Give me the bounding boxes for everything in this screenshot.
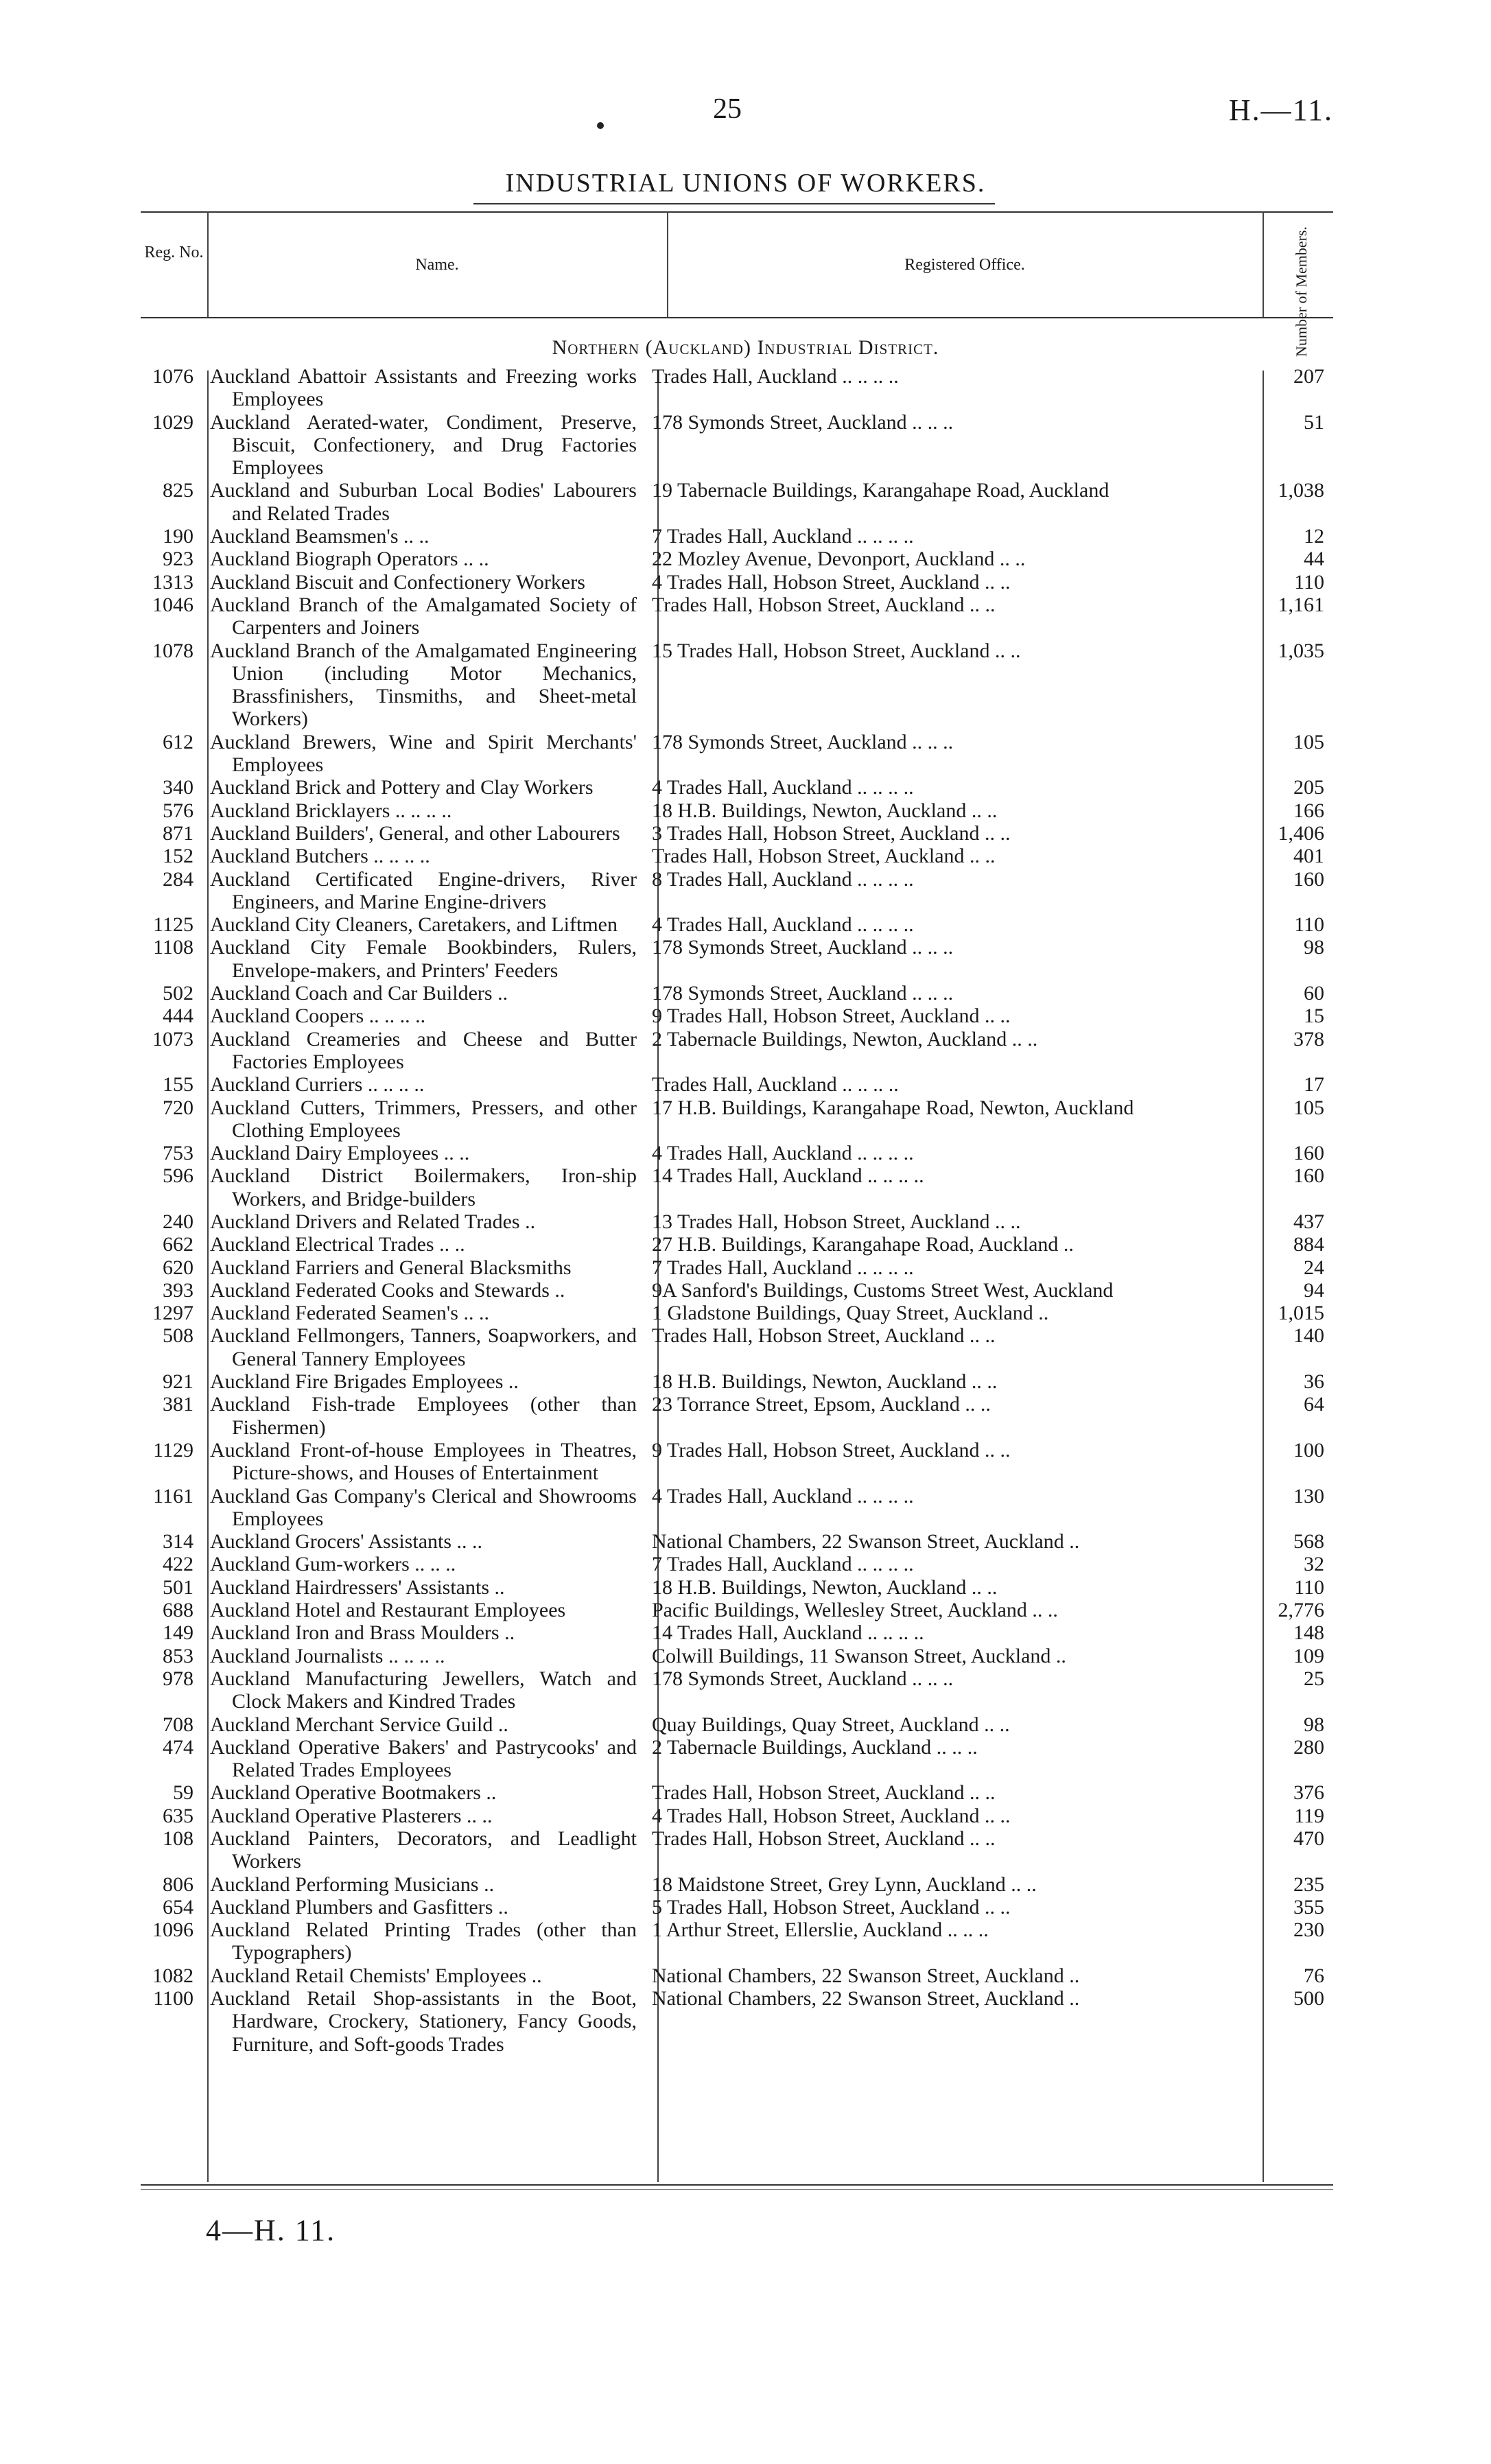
reg-no-cell: 1078	[152, 639, 193, 662]
table-row	[130, 1370, 1338, 1393]
table-row	[130, 799, 1338, 822]
name-cell: Auckland Beamsmen's .. ..	[210, 525, 430, 548]
name-cell: Auckland Curriers .. .. .. ..	[210, 1073, 425, 1096]
name-cell: Auckland Fire Brigades Employees ..	[210, 1370, 519, 1394]
name-cell: Auckland Biscuit and Confectionery Workers	[210, 570, 585, 594]
name-cell: Auckland Builders', General, and other Labourers	[210, 821, 620, 845]
reg-no-cell: 596	[163, 1164, 193, 1188]
reg-no-cell: 393	[163, 1278, 193, 1302]
reg-no-cell: 149	[163, 1621, 193, 1645]
members-cell: 105	[1293, 730, 1324, 753]
office-cell: 7 Trades Hall, Auckland .. .. .. ..	[652, 1553, 914, 1576]
name-cell: Auckland Front-of-house Employees in Theatres, Picture-shows, and Houses of Entertainment	[210, 1438, 637, 1485]
members-cell: 355	[1293, 1895, 1324, 1919]
members-cell: 110	[1294, 913, 1324, 937]
column-header-office: Registered Office.	[904, 256, 1025, 274]
members-cell: 166	[1293, 799, 1324, 822]
reg-no-cell: 688	[163, 1599, 193, 1622]
table-row	[130, 1028, 1338, 1074]
reg-no-cell: 612	[163, 730, 193, 753]
members-cell: 2,776	[1278, 1599, 1324, 1622]
office-cell: 18 H.B. Buildings, Newton, Auckland .. ..	[652, 1370, 998, 1394]
members-cell: 568	[1293, 1530, 1324, 1553]
table-row	[130, 1164, 1338, 1210]
office-cell: 4 Trades Hall, Auckland .. .. .. ..	[652, 913, 914, 937]
members-cell: 24	[1304, 1256, 1324, 1279]
table-row	[130, 1210, 1338, 1233]
office-cell: Quay Buildings, Quay Street, Auckland .. ..	[652, 1713, 1010, 1736]
office-cell: 2 Tabernacle Buildings, Newton, Auckland .. ..	[652, 1027, 1038, 1051]
office-cell: 4 Trades Hall, Auckland .. .. .. ..	[652, 776, 914, 799]
table-row	[130, 1599, 1338, 1621]
name-cell: Auckland Plumbers and Gasfitters ..	[210, 1895, 508, 1919]
table-row	[130, 365, 1338, 411]
table-row	[130, 525, 1338, 548]
reg-no-cell: 708	[163, 1713, 193, 1736]
district-heading: Northern (Auckland) Industrial District.	[552, 336, 939, 359]
reg-no-cell: 1076	[152, 365, 193, 388]
members-cell: 280	[1293, 1735, 1324, 1759]
office-cell: 4 Trades Hall, Hobson Street, Auckland .. ..	[652, 1804, 1011, 1827]
name-cell: Auckland Related Printing Trades (other than Typographers)	[210, 1919, 637, 1964]
members-cell: 130	[1293, 1484, 1324, 1507]
reg-no-cell: 1108	[153, 936, 193, 959]
name-cell: Auckland Painters, Decorators, and Leadlight Workers	[210, 1827, 637, 1873]
office-cell: 1 Gladstone Buildings, Quay Street, Auckland ..	[652, 1302, 1049, 1325]
table-row	[130, 1302, 1338, 1324]
table-row	[130, 548, 1338, 570]
name-cell: Auckland Farriers and General Blacksmiths	[210, 1256, 572, 1279]
page-footer: 4—H. 11.	[206, 2214, 336, 2247]
name-cell: Auckland Manufacturing Jewellers, Watch and Clock Makers and Kindred Trades	[210, 1667, 637, 1713]
reg-no-cell: 284	[163, 867, 193, 891]
bullet-mark	[597, 122, 604, 129]
office-cell: 8 Trades Hall, Auckland .. .. .. ..	[652, 867, 914, 891]
members-cell: 25	[1304, 1667, 1324, 1690]
members-cell: 148	[1293, 1621, 1324, 1645]
members-cell: 98	[1304, 1713, 1324, 1736]
office-cell: 4 Trades Hall, Auckland .. .. .. ..	[652, 1142, 914, 1165]
name-cell: Auckland Coach and Car Builders ..	[210, 982, 508, 1005]
reg-no-cell: 1297	[152, 1302, 193, 1325]
table-row	[130, 571, 1338, 594]
name-cell: Auckland City Female Bookbinders, Rulers, Envelope-makers, and Printers' Feeders	[210, 936, 637, 982]
table-row	[130, 1987, 1338, 2056]
table-row	[130, 1005, 1338, 1027]
table-row	[130, 1279, 1338, 1302]
office-cell: 14 Trades Hall, Auckland .. .. .. ..	[652, 1621, 924, 1645]
unions-table	[130, 365, 1338, 2056]
reg-no-cell: 753	[163, 1142, 193, 1165]
office-cell: 4 Trades Hall, Hobson Street, Auckland .. ..	[652, 570, 1011, 594]
reg-no-cell: 1125	[153, 913, 193, 937]
members-cell: 94	[1304, 1278, 1324, 1302]
name-cell: Auckland Branch of the Amalgamated Society of Carpenters and Joiners	[210, 593, 637, 640]
reg-no-cell: 240	[163, 1210, 193, 1233]
office-cell: Pacific Buildings, Wellesley Street, Auckland .. ..	[652, 1599, 1058, 1622]
name-cell: Auckland and Suburban Local Bodies' Labourers and Related Trades	[210, 479, 637, 525]
name-cell: Auckland Fellmongers, Tanners, Soapworkers, and General Tannery Employees	[210, 1324, 637, 1370]
table-row	[130, 1736, 1338, 1782]
members-cell: 109	[1293, 1644, 1324, 1667]
reg-no-cell: 921	[163, 1370, 193, 1394]
reg-no-cell: 654	[163, 1895, 193, 1919]
members-cell: 100	[1293, 1438, 1324, 1462]
members-cell: 437	[1293, 1210, 1324, 1233]
table-row	[130, 1576, 1338, 1599]
table-row	[130, 1324, 1338, 1370]
members-cell: 110	[1294, 570, 1324, 594]
office-cell: National Chambers, 22 Swanson Street, Auckland ..	[652, 1987, 1080, 2010]
office-cell: Trades Hall, Auckland .. .. .. ..	[652, 365, 899, 388]
table-row	[130, 868, 1338, 914]
name-cell: Auckland Performing Musicians ..	[210, 1873, 495, 1896]
office-cell: 15 Trades Hall, Hobson Street, Auckland .. ..	[652, 639, 1021, 662]
members-cell: 64	[1304, 1393, 1324, 1416]
name-cell: Auckland Gas Company's Clerical and Showrooms Employees	[210, 1484, 637, 1530]
reg-no-cell: 806	[163, 1873, 193, 1896]
office-cell: 9 Trades Hall, Hobson Street, Auckland .. ..	[652, 1005, 1011, 1028]
members-cell: 44	[1304, 548, 1324, 571]
members-cell: 140	[1293, 1324, 1324, 1348]
header-divider	[1263, 211, 1264, 317]
name-cell: Auckland City Cleaners, Caretakers, and Liftmen	[210, 913, 618, 937]
reg-no-cell: 155	[163, 1073, 193, 1096]
office-cell: National Chambers, 22 Swanson Street, Auckland ..	[652, 1964, 1080, 1987]
reg-no-cell: 444	[163, 1005, 193, 1028]
office-cell: National Chambers, 22 Swanson Street, Auckland ..	[652, 1530, 1080, 1553]
name-cell: Auckland Coopers .. .. .. ..	[210, 1005, 426, 1028]
name-cell: Auckland Federated Cooks and Stewards ..	[210, 1278, 565, 1302]
table-row	[130, 776, 1338, 799]
reg-no-cell: 923	[163, 548, 193, 571]
office-cell: Trades Hall, Auckland .. .. .. ..	[652, 1073, 899, 1096]
office-cell: Colwill Buildings, 11 Swanson Street, Auckland ..	[652, 1644, 1066, 1667]
reg-no-cell: 381	[163, 1393, 193, 1416]
reg-no-cell: 978	[163, 1667, 193, 1690]
office-cell: 18 H.B. Buildings, Newton, Auckland .. ..	[652, 1575, 998, 1599]
members-cell: 207	[1293, 365, 1324, 388]
reg-no-cell: 1161	[153, 1484, 193, 1507]
table-row	[130, 913, 1338, 936]
members-cell: 160	[1293, 1164, 1324, 1188]
name-cell: Auckland Operative Bakers' and Pastrycooks' and Related Trades Employees	[210, 1735, 637, 1782]
name-cell: Auckland Abattoir Assistants and Freezing works Employees	[210, 365, 637, 411]
table-row	[130, 982, 1338, 1005]
office-cell: 178 Symonds Street, Auckland .. .. ..	[652, 1667, 954, 1690]
office-cell: 9A Sanford's Buildings, Customs Street West, Auckland	[652, 1278, 1114, 1302]
name-cell: Auckland Retail Chemists' Employees ..	[210, 1964, 542, 1987]
name-cell: Auckland Butchers .. .. .. ..	[210, 845, 430, 868]
reg-no-cell: 620	[163, 1256, 193, 1279]
reg-no-cell: 662	[163, 1233, 193, 1256]
table-row	[130, 1142, 1338, 1164]
table-row	[130, 1919, 1338, 1964]
title-rule	[473, 203, 995, 204]
name-cell: Auckland Brick and Pottery and Clay Workers	[210, 776, 594, 799]
table-row	[130, 640, 1338, 731]
reg-no-cell: 1096	[152, 1919, 193, 1942]
members-cell: 1,015	[1278, 1302, 1324, 1325]
name-cell: Auckland Grocers' Assistants .. ..	[210, 1530, 483, 1553]
name-cell: Auckland Certificated Engine-drivers, River Engineers, and Marine Engine-drivers	[210, 867, 637, 913]
members-cell: 98	[1304, 936, 1324, 959]
reg-no-cell: 508	[163, 1324, 193, 1348]
name-cell: Auckland District Boilermakers, Iron-ship Workers, and Bridge-builders	[210, 1164, 637, 1210]
name-cell: Auckland Hotel and Restaurant Employees	[210, 1599, 566, 1622]
table-row	[130, 731, 1338, 777]
reg-no-cell: 190	[163, 525, 193, 548]
reg-no-cell: 59	[173, 1781, 193, 1805]
table-row	[130, 1530, 1338, 1553]
members-cell: 1,406	[1278, 821, 1324, 845]
office-cell: 7 Trades Hall, Auckland .. .. .. ..	[652, 1256, 914, 1279]
reg-no-cell: 314	[163, 1530, 193, 1553]
office-cell: Trades Hall, Hobson Street, Auckland .. ..	[652, 845, 996, 868]
name-cell: Auckland Brewers, Wine and Spirit Merchants' Employees	[210, 730, 637, 777]
reg-no-cell: 340	[163, 776, 193, 799]
table-row	[130, 822, 1338, 845]
office-cell: 178 Symonds Street, Auckland .. .. ..	[652, 936, 954, 959]
members-cell: 500	[1293, 1987, 1324, 2010]
table-row	[130, 1621, 1338, 1644]
office-cell: 9 Trades Hall, Hobson Street, Auckland .. ..	[652, 1438, 1011, 1462]
office-cell: 5 Trades Hall, Hobson Street, Auckland .. ..	[652, 1895, 1011, 1919]
members-cell: 119	[1294, 1804, 1324, 1827]
name-cell: Auckland Creameries and Cheese and Butter Factories Employees	[210, 1027, 637, 1073]
table-row	[130, 1645, 1338, 1667]
members-cell: 470	[1293, 1827, 1324, 1850]
table-row	[130, 1964, 1338, 1987]
reg-no-cell: 422	[163, 1553, 193, 1576]
reg-no-cell: 1029	[152, 410, 193, 434]
reg-no-cell: 853	[163, 1644, 193, 1667]
office-cell: 18 Maidstone Street, Grey Lynn, Auckland .. ..	[652, 1873, 1037, 1896]
office-cell: 2 Tabernacle Buildings, Auckland .. .. ..	[652, 1735, 978, 1759]
table-row	[130, 1439, 1338, 1485]
name-cell: Auckland Merchant Service Guild ..	[210, 1713, 508, 1736]
table-row	[130, 1805, 1338, 1827]
members-cell: 51	[1304, 410, 1324, 434]
column-header-reg-no: Reg. No.	[144, 244, 204, 261]
reg-no-cell: 1313	[152, 570, 193, 594]
office-cell: 18 H.B. Buildings, Newton, Auckland .. ..	[652, 799, 998, 822]
members-cell: 235	[1293, 1873, 1324, 1896]
table-row	[130, 479, 1338, 525]
name-cell: Auckland Federated Seamen's .. ..	[210, 1302, 489, 1325]
office-cell: Trades Hall, Hobson Street, Auckland .. ..	[652, 1781, 996, 1805]
reg-no-cell: 1073	[152, 1027, 193, 1051]
members-cell: 105	[1293, 1096, 1324, 1119]
table-row	[130, 1713, 1338, 1736]
page-number: 25	[713, 93, 742, 125]
table-row	[130, 1485, 1338, 1531]
reg-no-cell: 635	[163, 1804, 193, 1827]
name-cell: Auckland Drivers and Related Trades ..	[210, 1210, 536, 1233]
name-cell: Auckland Hairdressers' Assistants ..	[210, 1575, 505, 1599]
reg-no-cell: 152	[163, 845, 193, 868]
reg-no-cell: 720	[163, 1096, 193, 1119]
table-row	[130, 1256, 1338, 1279]
members-cell: 376	[1293, 1781, 1324, 1805]
reg-no-cell: 1100	[153, 1987, 193, 2010]
reg-no-cell: 1046	[152, 593, 193, 616]
members-cell: 1,038	[1278, 479, 1324, 502]
members-cell: 76	[1304, 1964, 1324, 1987]
office-cell: 14 Trades Hall, Auckland .. .. .. ..	[652, 1164, 924, 1188]
reg-no-cell: 825	[163, 479, 193, 502]
members-cell: 60	[1304, 982, 1324, 1005]
table-row	[130, 1781, 1338, 1804]
office-cell: Trades Hall, Hobson Street, Auckland .. ..	[652, 1324, 996, 1348]
members-cell: 1,035	[1278, 639, 1324, 662]
table-row	[130, 1096, 1338, 1142]
document-reference: H.—11.	[1228, 93, 1333, 127]
members-cell: 17	[1304, 1073, 1324, 1096]
reg-no-cell: 1082	[152, 1964, 193, 1987]
office-cell: 178 Symonds Street, Auckland .. .. ..	[652, 982, 954, 1005]
office-cell: 4 Trades Hall, Auckland .. .. .. ..	[652, 1484, 914, 1507]
office-cell: Trades Hall, Hobson Street, Auckland .. ..	[652, 1827, 996, 1850]
table-row	[130, 594, 1338, 640]
office-cell: 22 Mozley Avenue, Devonport, Auckland .. ..	[652, 548, 1026, 571]
name-cell: Auckland Biograph Operators .. ..	[210, 548, 489, 571]
reg-no-cell: 501	[163, 1575, 193, 1599]
office-cell: 178 Symonds Street, Auckland .. .. ..	[652, 730, 954, 753]
table-row	[130, 1873, 1338, 1896]
office-cell: 19 Tabernacle Buildings, Karangahape Road, Auckland	[652, 479, 1110, 502]
members-cell: 401	[1293, 845, 1324, 868]
reg-no-cell: 502	[163, 982, 193, 1005]
reg-no-cell: 108	[163, 1827, 193, 1850]
members-cell: 378	[1293, 1027, 1324, 1051]
reg-no-cell: 1129	[153, 1438, 193, 1462]
members-cell: 1,161	[1278, 593, 1324, 616]
members-cell: 32	[1304, 1553, 1324, 1576]
table-row	[130, 1667, 1338, 1713]
name-cell: Auckland Operative Bootmakers ..	[210, 1781, 497, 1805]
name-cell: Auckland Operative Plasterers .. ..	[210, 1804, 493, 1827]
name-cell: Auckland Branch of the Amalgamated Engineering Union (including Motor Mechanics, Brassfinishers, Tinsmiths, and Sheet-metal Workers)	[210, 639, 637, 731]
members-cell: 230	[1293, 1919, 1324, 1942]
name-cell: Auckland Retail Shop-assistants in the Boot, Hardware, Crockery, Stationery, Fancy Goods, Furniture, and Soft-goods Trades	[210, 1987, 637, 2056]
table-header-rule	[141, 317, 1333, 318]
table-row	[130, 1233, 1338, 1256]
members-cell: 884	[1293, 1233, 1324, 1256]
table-top-rule	[141, 211, 1333, 213]
members-cell: 15	[1304, 1005, 1324, 1028]
name-cell: Auckland Journalists .. .. .. ..	[210, 1644, 445, 1667]
office-cell: Trades Hall, Hobson Street, Auckland .. ..	[652, 593, 996, 616]
name-cell: Auckland Aerated-water, Condiment, Preserve, Biscuit, Confectionery, and Drug Factories Employees	[210, 410, 637, 480]
table-row	[130, 1553, 1338, 1575]
members-cell: 12	[1304, 525, 1324, 548]
office-cell: 7 Trades Hall, Auckland .. .. .. ..	[652, 525, 914, 548]
name-cell: Auckland Cutters, Trimmers, Pressers, and other Clothing Employees	[210, 1096, 637, 1142]
office-cell: 23 Torrance Street, Epsom, Auckland .. ..	[652, 1393, 991, 1416]
table-row	[130, 1827, 1338, 1873]
office-cell: 178 Symonds Street, Auckland .. .. ..	[652, 410, 954, 434]
table-bottom-rule	[141, 2184, 1333, 2190]
table-row	[130, 1393, 1338, 1439]
page-title: INDUSTRIAL UNIONS OF WORKERS.	[505, 169, 986, 198]
table-row	[130, 411, 1338, 480]
office-cell: 13 Trades Hall, Hobson Street, Auckland .. ..	[652, 1210, 1021, 1233]
office-cell: 27 H.B. Buildings, Karangahape Road, Auckland ..	[652, 1233, 1074, 1256]
reg-no-cell: 871	[163, 821, 193, 845]
table-row	[130, 845, 1338, 867]
name-cell: Auckland Fish-trade Employees (other than Fishermen)	[210, 1393, 637, 1439]
table-row	[130, 1896, 1338, 1919]
name-cell: Auckland Electrical Trades .. ..	[210, 1233, 465, 1256]
members-cell: 160	[1293, 867, 1324, 891]
office-cell: 17 H.B. Buildings, Karangahape Road, Newton, Auckland	[652, 1096, 1134, 1119]
members-cell: 160	[1293, 1142, 1324, 1165]
name-cell: Auckland Bricklayers .. .. .. ..	[210, 799, 452, 822]
office-cell: 1 Arthur Street, Ellerslie, Auckland .. .. ..	[652, 1919, 989, 1942]
reg-no-cell: 474	[163, 1735, 193, 1759]
table-row	[130, 1073, 1338, 1096]
column-header-name: Name.	[415, 256, 459, 274]
office-cell: 3 Trades Hall, Hobson Street, Auckland .. ..	[652, 821, 1011, 845]
reg-no-cell: 576	[163, 799, 193, 822]
column-header-members: Number of Members.	[1293, 226, 1310, 357]
name-cell: Auckland Iron and Brass Moulders ..	[210, 1621, 515, 1645]
members-cell: 36	[1304, 1370, 1324, 1394]
members-cell: 205	[1293, 776, 1324, 799]
name-cell: Auckland Dairy Employees .. ..	[210, 1142, 470, 1165]
table-row	[130, 936, 1338, 982]
name-cell: Auckland Gum-workers .. .. ..	[210, 1553, 456, 1576]
members-cell: 110	[1294, 1575, 1324, 1599]
